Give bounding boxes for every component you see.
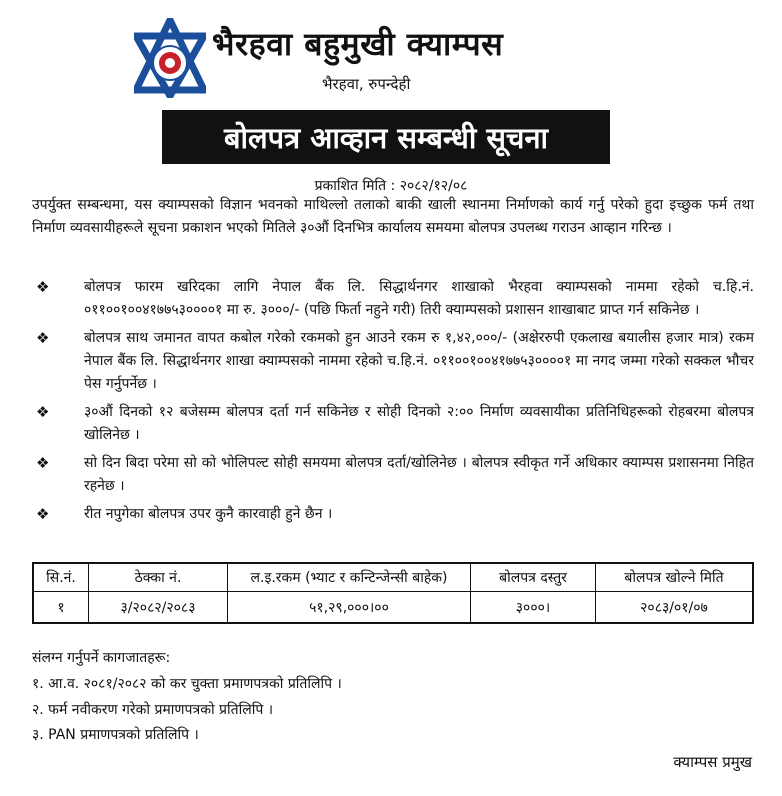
- published-date: प्रकाशित मिति : २०८२/१२/०८: [314, 178, 468, 194]
- intro-paragraph: उपर्युक्त सम्बन्धमा, यस क्याम्पसको विज्ञान भवनको माथिल्लो तलाको बाकी खाली स्थानमा निर्माणको कार्य गर्नु परेको हुदा इच्छुक फर्म तथा निर्माण व्यवसायीहरूले सूचना प्रकाशन भएको मितिले ३०औं दिनभित्र कार्यालय समयमा बोलपत्र उपलब्ध गराउन आव्हान गरिन्छ ।: [32, 197, 754, 236]
- tender-table: [32, 562, 754, 624]
- diamond-bullet-icon: ❖: [36, 505, 50, 523]
- condition-text: बोलपत्र फारम खरिदका लागि नेपाल बैंक लि. सिद्धार्थनगर शाखाको भैरहवा क्याम्पसको नाममा रहेको च.हि.नं. ०११००१००४१७७५३००००१ मा रु. ३०००/- (पछि फिर्ता नहुने गरी) तिरी क्याम्पसको प्रशासन शाखाबाट प्राप्त गर्न सकिनेछ ।: [84, 279, 754, 318]
- diamond-bullet-icon: ❖: [36, 329, 50, 347]
- condition-item: [32, 452, 754, 498]
- table-row: [33, 592, 753, 624]
- condition-item: [32, 401, 754, 447]
- tribhuvan-university-logo-icon: [134, 18, 206, 98]
- cell-contract-no: ३/२०८२/२०८३: [89, 592, 228, 624]
- diamond-bullet-icon: ❖: [36, 278, 50, 296]
- condition-item: [32, 327, 754, 396]
- header-serial: सि.नं.: [33, 563, 89, 592]
- cell-opening-date: २०८३/०१/०७: [596, 592, 754, 624]
- campus-name: भैरहवा बहुमुखी क्याम्पस: [212, 25, 504, 63]
- attachments-list: [32, 672, 342, 749]
- diamond-bullet-icon: ❖: [36, 454, 50, 472]
- condition-text: बोलपत्र साथ जमानत वापत कबोल गरेको रकमको हुन आउने रकम रु १,४२,०००/- (अक्षेररुपी एकलाख बयालीस हजार मात्र) रकम नेपाल बैंक लि. सिद्धार्थनगर शाखा क्याम्पसको नाममा रहेको च.हि.नं. ०११००१००४१७७५३००००१ मा नगद जम्मा गरेको सक्कल भौचर पेस गर्नुपर्नेछ ।: [84, 330, 754, 392]
- list-item: १. आ.व. २०८१/२०८२ को कर चुक्ता प्रमाणपत्रको प्रतिलिपि ।: [32, 676, 342, 692]
- notice-conditions: [32, 276, 754, 531]
- header-contract-no: ठेक्का नं.: [89, 563, 228, 592]
- table-header-row: [33, 563, 753, 592]
- list-item: ३. PAN प्रमाणपत्रको प्रतिलिपि ।: [32, 727, 199, 743]
- condition-text: सो दिन बिदा परेमा सो को भोलिपल्ट सोही समयमा बोलपत्र दर्ता/खोलिनेछ । बोलपत्र स्वीकृत गर्ने अधिकार क्याम्पस प्रशासनमा निहित रहनेछ ।: [84, 455, 754, 494]
- header-tender-fee: बोलपत्र दस्तुर: [471, 563, 596, 592]
- cell-tender-fee: ३०००।: [471, 592, 596, 624]
- header: [0, 16, 782, 106]
- condition-text: ३०औं दिनको १२ बजेसम्म बोलपत्र दर्ता गर्न सकिनेछ र सोही दिनको २:०० निर्माण व्यवसायीका प्रतिनिधिहरूको रोहबरमा बोलपत्र खोलिनेछ ।: [84, 404, 754, 443]
- condition-text: रीत नपुगेका बोलपत्र उपर कुनै कारवाही हुने छैन ।: [84, 506, 333, 522]
- condition-item: [32, 503, 754, 526]
- campus-location: भैरहवा, रुपन्देही: [322, 75, 411, 93]
- header-cost-estimate: ल.इ.रकम (भ्याट र कन्टिन्जेन्सी बाहेक): [228, 563, 471, 592]
- notice-title-banner: बोलपत्र आव्हान सम्बन्धी सूचना: [162, 110, 610, 164]
- cell-serial: १: [33, 592, 89, 624]
- attachments-heading: संलग्न गर्नुपर्ने कागजातहरू:: [32, 650, 171, 666]
- header-opening-date: बोलपत्र खोल्ने मिति: [596, 563, 754, 592]
- signature: क्याम्पस प्रमुख: [673, 753, 752, 771]
- cell-cost-estimate: ५१,२९,०००।००: [228, 592, 471, 624]
- list-item: २. फर्म नवीकरण गरेको प्रमाणपत्रको प्रतिलिपि ।: [32, 701, 274, 718]
- diamond-bullet-icon: ❖: [36, 403, 50, 421]
- condition-item: [32, 276, 754, 322]
